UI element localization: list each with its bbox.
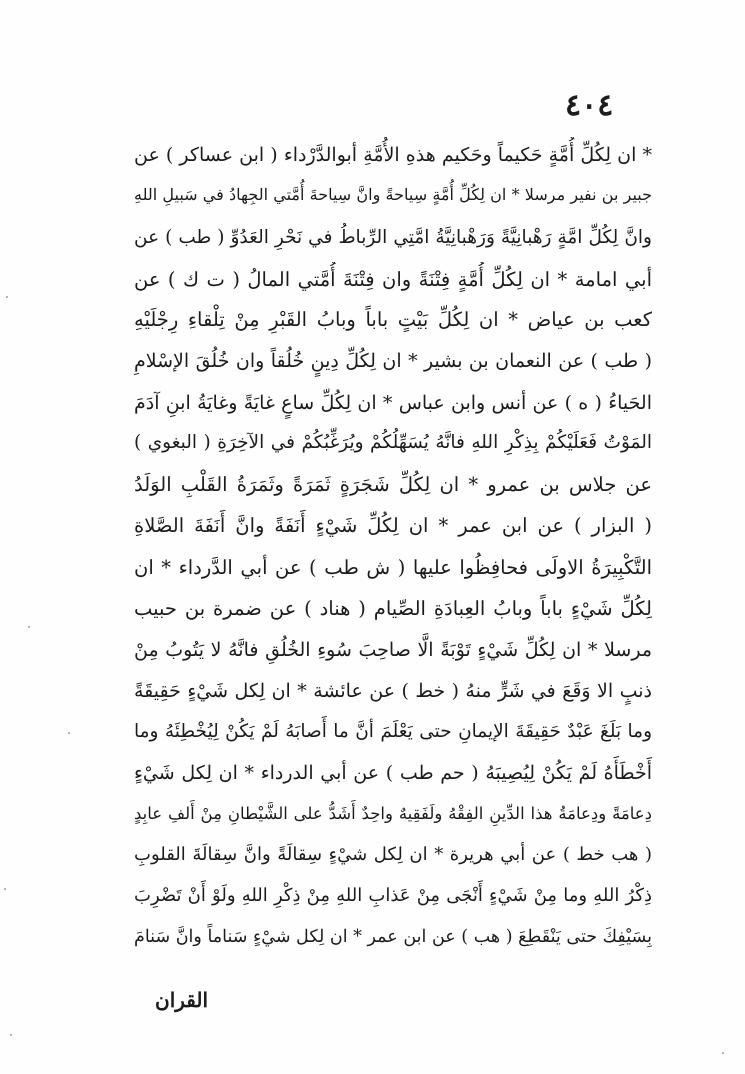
text-line: أَخْطَأَهُ لَمْ يَكُنْ لِيُصِيبَهُ ( حم طب ) عن أبي الدرداء * ان لِكل شَيْءٍ bbox=[134, 762, 652, 784]
text-line: التَّكْبِيرَةُ الاولَى فحافِظُوا عليها ( ش طب ) عن أبي الدَّرداء * ان bbox=[134, 556, 652, 579]
text-line: ذنبٍ الا وَقَعَ في شَرٍّ منهُ ( خط ) عن عائشة * ان لِكل شَيْءٍ حَقِيقَةً bbox=[134, 680, 652, 702]
text-line: جبير بن نفير مرسلا * ان لِكُلِّ أُمَّةٍ سِياحةً وانَّ سِياحةَ أُمَّتي الجِهادُ في سَبيلِ اللهِ bbox=[134, 185, 652, 204]
scan-speck bbox=[10, 1034, 12, 1036]
text-line: ( طب ) عن النعمان بن بشير * ان لِكُلِّ دِينٍ خُلُقاً وان خُلُقَ الإسْلامِ bbox=[134, 350, 652, 372]
scan-speck bbox=[28, 626, 30, 628]
text-line: عن جلاس بن عمرو * ان لِكُلِّ شَجَرَةٍ ثَمَرَةً وثَمَرَةُ القَلْبِ الوَلَدُ bbox=[134, 473, 652, 496]
text-line: الحَياءُ ( ه ) عن أنس وابن عباس * ان لِكُلِّ ساعٍ غايَةً وغايَةُ ابنِ آدَمَ bbox=[134, 392, 652, 414]
text-line: ( هب خط ) عن أبي هريرة * ان لِكل شيْءٍ سِقالَةً وانَّ سِقالَةَ القلوبِ bbox=[134, 844, 652, 865]
scan-speck bbox=[4, 888, 6, 890]
text-line: كعب بن عياض * ان لِكُلِّ بَيْتٍ باباً وبابُ القَبْرِ مِنْ تِلْقاءِ رِجْلَيْهِ bbox=[134, 308, 652, 331]
text-line: بِسَيْفِكَ حتى يَنْقَطِعَ ( هب ) عن ابن عمر * ان لِكل شيْءٍ سَناماً وانَّ سَنامَ bbox=[134, 927, 652, 947]
page-number: ٤٠٤ bbox=[565, 88, 614, 123]
text-line: المَوْتُ فَعَلَيْكُمْ بِذِكْرِ اللهِ فانَّهُ يُسَهِّلُكُمْ ويُرَغِّبُكُمْ في الآخِرَةِ ( البغوي ) bbox=[134, 432, 652, 453]
text-line: ( البزار ) عن ابن عمر * ان لِكُلِّ شَيْءٍ أَنَفَةً وانَّ أَنَفَةَ الصَّلاةِ bbox=[134, 514, 652, 537]
text-line: مرسلا * ان لِكُلِّ شَيْءٍ تَوْبَةً الَّا صاحِبَ سُوءِ الخُلُقِ فانَّهُ لا يَتُوبُ مِنْ bbox=[134, 639, 652, 661]
text-line: وما بَلَغَ عَبْدٌ حَقِيقَةَ الإيمانِ حتى يَعْلَمَ أنَّ ما أَصابَهُ لَمْ يَكُنْ لِيُخْطِئَهُ وما bbox=[134, 721, 652, 742]
scan-speck bbox=[6, 296, 8, 298]
text-line: * ان لِكُلِّ أُمَّةٍ حَكيماً وحَكيم هذهِ الأُمَّةِ أبوالدَّرْداء ( ابن عساكر ) عن bbox=[134, 144, 652, 166]
text-line: وانَّ لِكُلِّ امَّةٍ رَهْبانِيَّةً وَرَهْبانِيَّةُ امَّتِي الرِّباطُ في نَحْرِ العَدُوِّ ( طب ) عن bbox=[134, 227, 652, 248]
text-line: لِكُلِّ شَيْءٍ باباً وبابُ العِبادَةِ الصِّيام ( هناد ) عن ضمرة بن حبيب bbox=[134, 597, 652, 620]
text-line: أبي امامة * ان لِكُلِّ أُمَّةٍ فِتْنَةً وان فِتْنَةَ أُمَّتي المالُ ( ت ك ) عن bbox=[134, 268, 652, 291]
scan-speck bbox=[722, 1052, 724, 1054]
catchword: القران bbox=[155, 988, 209, 1012]
text-line: ذِكْرُ اللهِ وما مِنْ شَيْءٍ أَنْجَى مِنْ عَذابِ اللهِ مِنْ ذِكْرِ اللهِ ولَوْ أَنْ تَضْرِبَ bbox=[134, 885, 652, 906]
scan-speck bbox=[68, 732, 70, 734]
text-line: دِعامَةً ودِعامَةُ هذا الدِّينِ الفِقْهُ ولَفَقِيهٌ واحِدٌ أَشَدُّ على الشَّيْطانِ مِنْ أَلفِ عابِدٍ bbox=[134, 804, 652, 823]
